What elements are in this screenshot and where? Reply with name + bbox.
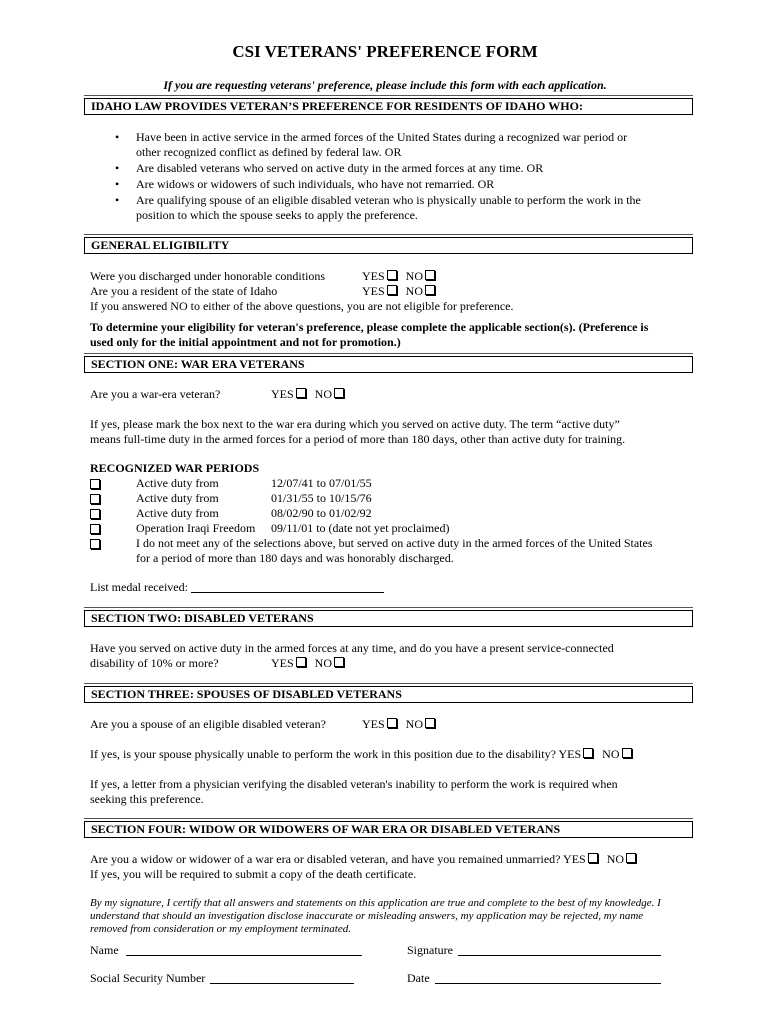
bullet-icon: • <box>115 130 120 144</box>
date-field <box>407 971 661 986</box>
yes-label: YES <box>362 717 385 731</box>
spouse-question: Are you a spouse of an eligible disabled veteran? <box>90 717 326 731</box>
resident-no-checkbox[interactable] <box>425 285 435 295</box>
eligibility-note: If you answered NO to either of the above questions, you are not eligible for preference. <box>90 299 514 313</box>
list-item: Are qualifying spouse of an eligible disabled veteran who is physically unable to perform the work in the <box>136 193 641 207</box>
spouse-unable-question <box>90 747 632 762</box>
medal-field <box>90 580 384 595</box>
certify-text-2: understand that should an investigation disclose inaccurate or misleading answers, my application may be rejected, my name <box>90 910 644 922</box>
period-dates: 01/31/55 to 10/15/76 <box>271 491 372 505</box>
spouse-yes-checkbox[interactable] <box>387 718 397 728</box>
no-label: NO <box>405 284 424 298</box>
section-three-heading: SECTION THREE: SPOUSES OF DISABLED VETERANS <box>84 686 693 703</box>
list-item: Have been in active service in the armed forces of the United States during a recognized war period or <box>136 130 628 144</box>
name-input[interactable] <box>126 955 362 956</box>
honorable-discharge-question: Were you discharged under honorable conditions <box>90 269 326 283</box>
list-item: Are widows or widowers of such individuals, who have not remarried. OR <box>136 177 495 191</box>
idaho-resident-answer <box>362 284 435 299</box>
idaho-law-heading: IDAHO LAW PROVIDES VETERAN’S PREFERENCE FOR RESIDENTS OF IDAHO WHO: <box>84 98 693 115</box>
period-label: Operation Iraqi Freedom <box>136 521 256 535</box>
honorable-yes-checkbox[interactable] <box>387 270 397 280</box>
ssn-field <box>90 971 354 986</box>
medal-input[interactable] <box>191 592 384 593</box>
list-item: position to which the spouse seeks to apply the preference. <box>136 208 418 222</box>
spouse-answer <box>362 717 435 732</box>
certify-text-3: removed from consideration or my employment terminated. <box>90 923 351 935</box>
yes-label: YES <box>563 852 586 866</box>
death-certificate-note: If yes, you will be required to submit a copy of the death certificate. <box>90 867 417 881</box>
widow-question-text: Are you a widow or widower of a war era or disabled veteran, and have you remained unmarried? <box>90 852 561 866</box>
period-label: Active duty from <box>136 476 219 490</box>
name-field <box>90 943 362 958</box>
section-two-heading: SECTION TWO: DISABLED VETERANS <box>84 610 693 627</box>
war-era-no-checkbox[interactable] <box>334 388 344 398</box>
signature-input[interactable] <box>458 955 661 956</box>
medal-label: List medal received: <box>90 580 188 594</box>
honorable-no-checkbox[interactable] <box>425 270 435 280</box>
date-input[interactable] <box>435 983 661 984</box>
no-label: NO <box>314 656 333 670</box>
signature-label: Signature <box>407 943 453 957</box>
bullet-icon: • <box>115 177 120 191</box>
physician-letter-note-2: seeking this preference. <box>90 792 204 806</box>
signature-field <box>407 943 661 958</box>
period-dates: 08/02/90 to 01/02/92 <box>271 506 372 520</box>
form-subtitle: If you are requesting veterans' preference, please include this form with each application. <box>163 78 607 92</box>
bullet-icon: • <box>115 161 120 175</box>
no-label: NO <box>602 747 620 761</box>
period-3-checkbox[interactable] <box>90 509 100 519</box>
spouse-unable-yes-checkbox[interactable] <box>583 748 593 758</box>
period-4-checkbox[interactable] <box>90 524 100 534</box>
date-label: Date <box>407 971 430 985</box>
period-1-checkbox[interactable] <box>90 479 100 489</box>
no-label: NO <box>606 852 625 866</box>
yes-label: YES <box>271 387 294 401</box>
active-duty-explanation: If yes, please mark the box next to the war era during which you served on active duty. The term “active duty” <box>90 417 620 431</box>
ssn-input[interactable] <box>210 983 354 984</box>
disabled-no-checkbox[interactable] <box>334 657 344 667</box>
list-item: Are disabled veterans who served on active duty in the armed forces at any time. OR <box>136 161 544 175</box>
idaho-resident-question: Are you a resident of the state of Idaho <box>90 284 278 298</box>
general-eligibility-heading: GENERAL ELIGIBILITY <box>84 237 693 254</box>
bullet-icon: • <box>115 193 120 207</box>
disabled-question: Have you served on active duty in the armed forces at any time, and do you have a present service-connected <box>90 641 614 655</box>
no-label: NO <box>405 269 424 283</box>
disabled-question-2: disability of 10% or more? <box>90 656 219 670</box>
disabled-answer <box>271 656 344 671</box>
spouse-no-checkbox[interactable] <box>425 718 435 728</box>
period-dates: 09/11/01 to (date not yet proclaimed) <box>271 521 450 535</box>
widow-no-checkbox[interactable] <box>626 853 636 863</box>
yes-label: YES <box>558 747 582 761</box>
spouse-unable-text: If yes, is your spouse physically unable to perform the work in this position due to the disability? <box>90 747 556 761</box>
period-2-checkbox[interactable] <box>90 494 100 504</box>
determine-eligibility-text-2: used only for the initial appointment and not for promotion.) <box>90 335 401 349</box>
widow-yes-checkbox[interactable] <box>588 853 598 863</box>
widow-question <box>90 852 636 867</box>
period-dates: 12/07/41 to 07/01/55 <box>271 476 372 490</box>
name-label: Name <box>90 943 119 957</box>
section-one-heading: SECTION ONE: WAR ERA VETERANS <box>84 356 693 373</box>
list-item: other recognized conflict as defined by federal law. OR <box>136 145 402 159</box>
spouse-unable-no-checkbox[interactable] <box>622 748 632 758</box>
war-era-yes-checkbox[interactable] <box>296 388 306 398</box>
war-periods-heading: RECOGNIZED WAR PERIODS <box>90 461 260 475</box>
yes-label: YES <box>362 284 385 298</box>
resident-yes-checkbox[interactable] <box>387 285 397 295</box>
active-duty-explanation-2: means full-time duty in the armed forces for a period of more than 180 days, other than active duty for training. <box>90 432 626 446</box>
ssn-label: Social Security Number <box>90 971 206 985</box>
no-label: NO <box>405 717 424 731</box>
determine-eligibility-text: To determine your eligibility for veteran's preference, please complete the applicable section(s). (Preference is <box>90 320 649 334</box>
disabled-yes-checkbox[interactable] <box>296 657 306 667</box>
other-service-text-2: for a period of more than 180 days and was honorably discharged. <box>136 551 454 565</box>
period-label: Active duty from <box>136 506 219 520</box>
other-service-text: I do not meet any of the selections above, but served on active duty in the armed forces of the United States <box>136 536 653 550</box>
page-title: CSI VETERANS' PREFERENCE FORM <box>232 42 538 61</box>
physician-letter-note: If yes, a letter from a physician verifying the disabled veteran's inability to perform the work is required when <box>90 777 618 791</box>
period-label: Active duty from <box>136 491 219 505</box>
section-four-heading: SECTION FOUR: WIDOW OR WIDOWERS OF WAR ERA OR DISABLED VETERANS <box>84 821 693 838</box>
yes-label: YES <box>362 269 385 283</box>
period-other-checkbox[interactable] <box>90 539 100 549</box>
yes-label: YES <box>271 656 294 670</box>
honorable-discharge-answer <box>362 269 435 284</box>
certify-text: By my signature, I certify that all answers and statements on this application are true and complete to the best of my knowledge. I <box>90 897 661 909</box>
war-era-answer <box>271 387 344 402</box>
no-label: NO <box>314 387 333 401</box>
war-era-question: Are you a war-era veteran? <box>90 387 221 401</box>
